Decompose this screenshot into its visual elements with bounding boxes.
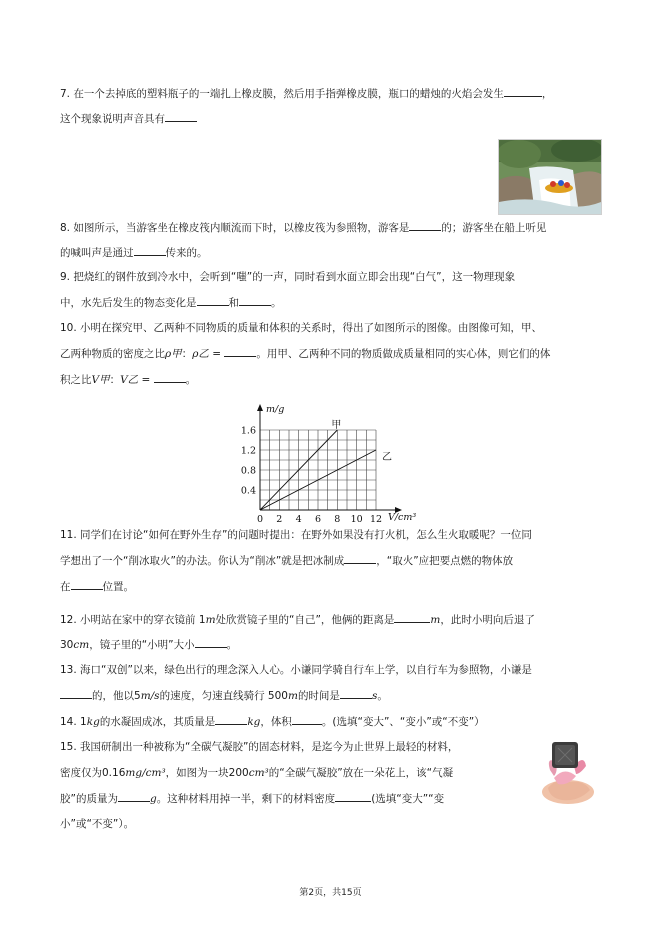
answer-blank[interactable] xyxy=(224,346,256,357)
question-12-line-1: 12. 小明站在家中的穿衣镜前 1m处欣赏镜子里的“自己”，他俩的距离是 m，此时小明向后退了 xyxy=(60,614,535,626)
x-tick-label: 0 xyxy=(256,514,264,525)
question-9-line-1: 9. 把烧红的钢件放到冷水中，会听到“嗤”的一声，同时看到水面立即会出现“白气”，这一物理现象 xyxy=(60,271,516,283)
x-tick-label: 10 xyxy=(350,514,363,525)
answer-blank[interactable] xyxy=(394,612,430,623)
question-13-line-2: 的，他以5m/s的速度，匀速直线骑行 500m的时间是 s。 xyxy=(60,688,388,704)
answer-blank[interactable] xyxy=(344,553,376,564)
y-tick-label: 1.2 xyxy=(240,445,256,457)
answer-blank[interactable] xyxy=(504,86,542,97)
question-8-line-1: 8. 如图所示，当游客坐在橡皮筏内顺流而下时，以橡皮筏为参照物，游客是 的；游客坐在船上听见 xyxy=(60,222,547,234)
question-15-line-2: 密度仅为0.16mg/cm³，如图为一块200cm³的“全碳气凝胶”放在一朵花上，该“气凝 xyxy=(60,767,454,779)
question-10-line-1: 10. 小明在探究甲、乙两种不同物质的质量和体积的关系时，得出了如图所示的图像。由图像可知，甲、 xyxy=(60,322,543,334)
question-10-line-2: 乙两种物质的密度之比ρ甲：ρ乙 = 。用甲、乙两种不同的物质做成质量相同的实心体，则它们的体 xyxy=(60,348,551,360)
answer-blank[interactable] xyxy=(215,714,247,725)
x-tick-label: 2 xyxy=(276,514,283,525)
question-7-line-2: 这个现象说明声音具有 xyxy=(60,111,197,127)
question-10-line-3: 积之比V甲：V乙 = 。 xyxy=(60,374,197,386)
question-15-line-1: 15. 我国研制出一种被称为“全碳气凝胶”的固态材料，是迄今为止世界上最轻的材料， xyxy=(60,741,459,753)
answer-blank[interactable] xyxy=(409,220,441,231)
x-tick-label: 12 xyxy=(369,514,383,525)
mass-volume-chart xyxy=(228,395,428,525)
answer-blank[interactable] xyxy=(292,714,322,725)
x-tick-label: 8 xyxy=(334,514,341,525)
answer-blank[interactable] xyxy=(71,579,103,590)
answer-blank[interactable] xyxy=(340,688,372,699)
answer-blank[interactable] xyxy=(197,295,229,306)
answer-blank[interactable] xyxy=(154,372,186,383)
chart-grid xyxy=(260,430,376,510)
answer-blank[interactable] xyxy=(118,791,150,802)
question-11-line-3: 在 位置。 xyxy=(60,581,134,593)
rafting-image xyxy=(499,140,601,214)
question-9-line-2: 中，水先后发生的物态变化是 和 。 xyxy=(60,297,282,309)
series-label: 乙 xyxy=(382,452,392,463)
x-tick-label: 6 xyxy=(314,514,322,525)
answer-blank[interactable] xyxy=(239,295,271,306)
y-tick-label: 0.4 xyxy=(240,485,256,497)
answer-blank[interactable] xyxy=(335,791,371,802)
chart-series xyxy=(260,419,392,510)
question-12-line-2: 30cm，镜子里的“小明”大小 。 xyxy=(60,639,238,651)
x-tick-label: 4 xyxy=(295,514,302,525)
aerogel-image xyxy=(528,736,600,806)
question-8-line-2: 的喊叫声是通过 传来的。 xyxy=(60,247,208,259)
y-axis-arrow xyxy=(257,404,263,411)
question-11-line-1: 11. 同学们在讨论“如何在野外生存”的问题时提出：在野外如果没有打火机，怎么生火取暖呢？一位同 xyxy=(60,529,532,541)
answer-blank[interactable] xyxy=(195,637,227,648)
series-label: 甲 xyxy=(331,420,342,431)
y-tick-label: 0.8 xyxy=(240,465,256,477)
question-13-line-1: 13. 海口“双创”以来，绿色出行的理念深入人心。小谦同学骑自行车上学，以自行车为参照物，小谦是 xyxy=(60,664,532,676)
page-footer: 第2页，共15页 xyxy=(299,888,362,898)
answer-blank[interactable] xyxy=(60,688,92,699)
question-15-line-3: 胶”的质量为 g。这种材料用掉一半，剩下的材料密度 (选填“变大”“变 xyxy=(60,793,445,805)
aerogel-photo xyxy=(528,736,600,806)
answer-blank[interactable] xyxy=(134,245,166,256)
question-14: 14. 1kg的水凝固成冰，其质量是 kg，体积 。(选填“变大”、“变小”或“不变”） xyxy=(60,716,485,728)
question-7-line-1: 7. 在一个去掉底的塑料瓶子的一端扎上橡皮膜，然后用手指弹橡皮膜，瓶口的蜡烛的火焰会发生 ， xyxy=(60,88,553,100)
y-tick-label: 1.6 xyxy=(240,425,256,437)
x-axis-label: V/cm³ xyxy=(388,512,417,523)
question-11-line-2: 学想出了一个“削冰取火”的办法。你认为“削冰”就是把冰制成 ，“取火”应把要点燃的物体放 xyxy=(60,555,514,567)
rafting-photo xyxy=(498,139,602,215)
question-15-line-4: 小”或“不变”）。 xyxy=(60,818,135,830)
y-axis-label: m/g xyxy=(266,404,285,415)
answer-blank[interactable] xyxy=(165,111,197,122)
